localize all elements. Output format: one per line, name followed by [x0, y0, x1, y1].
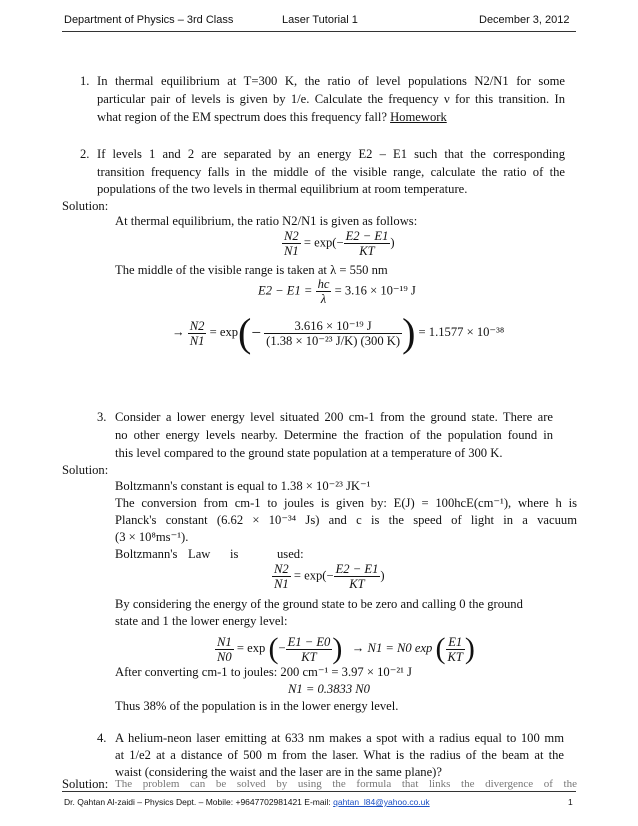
q4-line2: at 1/e2 at a distance of 500 m from the laser. What is the radius of the beam at the	[115, 748, 564, 762]
equation-boltzmann-ratio	[282, 229, 395, 258]
header-rule	[62, 31, 576, 32]
header-department: Department of Physics – 3rd Class	[64, 14, 234, 26]
solution-label: Solution:	[62, 777, 109, 791]
sol3-boltzmann-word: Boltzmann's	[115, 547, 178, 561]
q2-number: 2.	[80, 147, 90, 161]
equation-boltzmann-law	[272, 562, 385, 591]
eq3-rhs: = 1.1577 × 10⁻³⁸	[418, 324, 505, 339]
q2-line2: transition frequency falls in the middle of the visible range, calculate the ratio of the	[97, 165, 565, 179]
eq5-num2: E1	[446, 635, 465, 650]
q3-line3: this level compared to the ground state population at a temperature of 300 K.	[115, 446, 503, 460]
q2-line3: populations of the two levels in thermal equilibrium at room temperature.	[97, 182, 468, 196]
sol3-text6: By considering the energy of the ground state to be zero and calling 0 the ground	[115, 597, 523, 611]
homework-label: Homework	[390, 110, 447, 124]
sol4-text1: The problem can be solved by using the formula that links the divergence of the	[115, 778, 577, 790]
eq5-den2: KT	[447, 649, 463, 664]
solution-label: Solution:	[62, 463, 109, 477]
eq5-lhs-num: N1	[217, 634, 232, 649]
eq2-rhs: = 3.16 × 10⁻¹⁹ J	[334, 283, 416, 298]
eq4-end: )	[380, 568, 385, 583]
footer-contact	[64, 797, 430, 807]
eq5-den: KT	[301, 649, 317, 664]
eq1-lhs-num: N2	[284, 229, 299, 243]
eq5-arrow: → N1 = N0 exp	[351, 640, 433, 655]
eq5-exp: = exp	[236, 640, 266, 655]
q4-line1: A helium-neon laser emitting at 633 nm makes a spot with a radius equal to 100 mm	[115, 731, 564, 745]
eq3-lhs-den: N1	[189, 333, 205, 348]
sol2-text1: At thermal equilibrium, the ratio N2/N1 is given as follows:	[115, 214, 418, 228]
eq2-num: hc	[317, 277, 330, 291]
eq2-den: λ	[320, 292, 327, 306]
solution-label: Solution:	[62, 199, 109, 213]
eq1-lhs-den: N1	[284, 244, 299, 258]
q4-number: 4.	[97, 731, 107, 745]
header-date: December 3, 2012	[479, 14, 570, 26]
eq3-lhs-num: N2	[189, 318, 205, 333]
q1-line3	[97, 109, 447, 126]
q4-line3: waist (considering the waist and the laser are in the same plane)?	[115, 765, 442, 779]
eq1-den: KT	[359, 244, 375, 258]
sol3-text4: (3 × 10⁸ms⁻¹).	[115, 530, 189, 544]
sol3-text1: Boltzmann's constant is equal to 1.38 × 10⁻²³ JK⁻¹	[115, 479, 371, 493]
equation-ground-state: $\frac{N1}{N0}$ = exp (− $\frac{E1 - E0}{KT}$ ) → N1 = N0 exp ( $\frac{E1}{KT}$ )	[217, 632, 475, 665]
eq1-mid: = exp(−	[303, 235, 344, 250]
sol3-text3: Planck's constant (6.62 × 10⁻³⁴ Js) and c is the speed of light in a vacuum	[115, 513, 577, 527]
equation-energy-difference	[258, 277, 416, 306]
q2-line1: If levels 1 and 2 are separated by an energy E2 – E1 such that the corresponding	[97, 147, 565, 161]
eq3-den: (1.38 × 10⁻²³ J/K) (300 K)	[266, 333, 401, 348]
equation-result: N1 = 0.3833 N0	[288, 682, 370, 696]
q1-line3-text: what region of the EM spectrum does this frequency fall?	[97, 110, 387, 124]
q3-line1: Consider a lower energy level situated 200 cm-1 from the ground state. There are	[115, 410, 553, 424]
q1-line2: particular pair of levels is given by 1/e. Calculate the frequency ν for this transition. In	[97, 92, 565, 106]
sol3-law-word: Law	[188, 547, 211, 561]
eq2-lhs: E2 − E1 =	[258, 283, 313, 298]
q1-line1: In thermal equilibrium at T=300 K, the ratio of level populations N2/N1 for some	[97, 74, 565, 88]
eq3-arrow: →	[172, 324, 185, 339]
page-number: 1	[568, 797, 573, 807]
sol2-text2: The middle of the visible range is taken at λ = 550 nm	[115, 263, 388, 277]
footer-email-link[interactable]: qahtan_l84@yahoo.co.uk	[333, 797, 430, 807]
eq4-lhs-den: N1	[274, 577, 289, 591]
sol3-text7: state and 1 the lower energy level:	[115, 614, 288, 628]
eq4-lhs-num: N2	[274, 562, 289, 576]
footer-author: Dr. Qahtan Al-zaidi – Physics Dept. – Mobile: +9647702981421 E-mail:	[64, 797, 331, 807]
q3-number: 3.	[97, 410, 107, 424]
eq3-exp: = exp	[209, 324, 239, 339]
eq5-lhs-den: N0	[217, 649, 232, 664]
eq4-mid: = exp(−	[293, 568, 334, 583]
sol3-text9: Thus 38% of the population is in the lower energy level.	[115, 699, 399, 713]
eq5-num: E1 − E0	[287, 634, 331, 649]
q3-line2: no other energy levels nearby. Determine the fraction of the population found in	[115, 428, 553, 442]
eq3-num: 3.616 × 10⁻¹⁹ J	[264, 319, 402, 334]
equation-population-ratio: → $\frac{N2}{N1}$ = exp(− $\frac{\text{3.616 × 10⁻¹⁹ J}}{\text{(1.38 × 10⁻²³ J/K) (300 K)}}$ ) = 1.1577 × 10⁻³⁸	[172, 310, 505, 355]
eq1-end: )	[390, 235, 395, 250]
eq1-num: E2 − E1	[345, 229, 389, 243]
eq4-num: E2 − E1	[335, 562, 379, 576]
sol3-text2: The conversion from cm-1 to joules is given by: E(J) = 100hcE(cm⁻¹), where h is	[115, 496, 577, 510]
header-title: Laser Tutorial 1	[282, 14, 358, 26]
footer-rule	[62, 791, 576, 792]
sol3-is-word: is	[230, 547, 239, 561]
q1-number: 1.	[80, 74, 90, 88]
sol3-used-word: used:	[277, 547, 304, 561]
sol3-text8: After converting cm-1 to joules: 200 cm⁻¹ = 3.97 × 10⁻²¹ J	[115, 665, 412, 679]
eq4-den: KT	[349, 577, 365, 591]
